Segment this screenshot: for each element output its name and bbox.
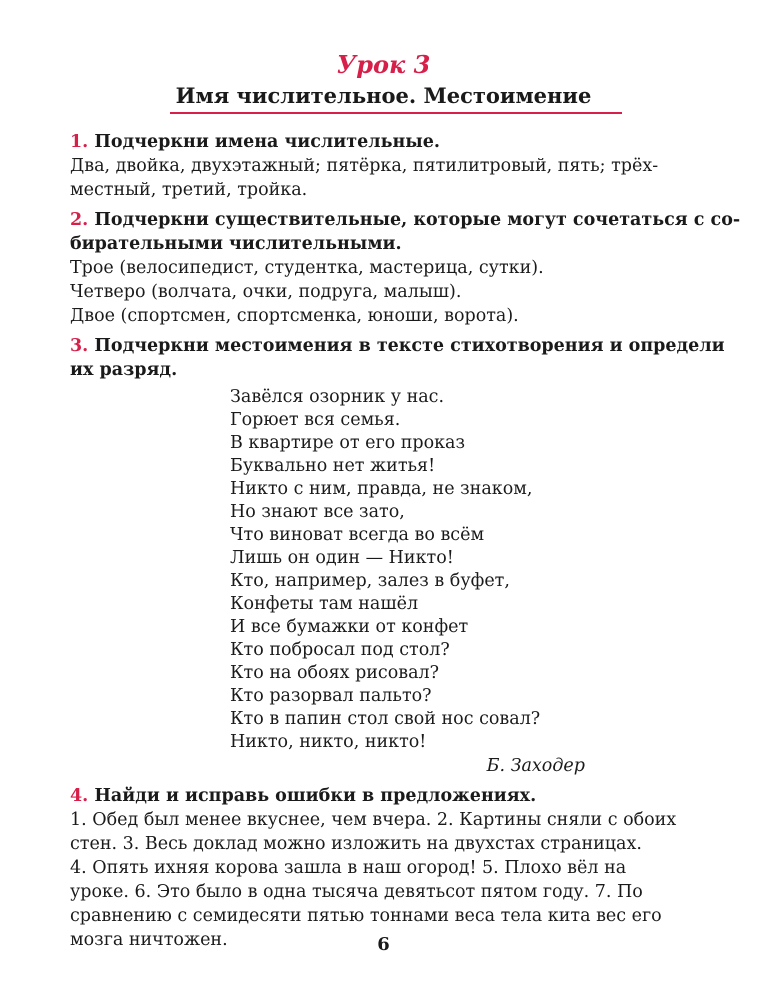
task-2-line: Четверо (волчата, очки, подруга, малыш).	[70, 282, 462, 302]
poem-line: Кто, например, залез в буфет,	[230, 571, 510, 591]
poem-line: Буквально нет житья!	[230, 456, 436, 476]
poem-author: Б. Заходер	[486, 756, 585, 776]
poem-line: Никто, никто, никто!	[230, 732, 427, 752]
task-4-number: 4.	[70, 786, 89, 806]
poem-line: Но знают все зато,	[230, 502, 405, 522]
task-3-heading	[70, 334, 725, 358]
task-1-instruction: Подчеркни имена числительные.	[94, 132, 441, 152]
task-2-instruction-cont: бирательными числительными.	[70, 234, 402, 254]
poem-line: В квартире от его проказ	[230, 433, 466, 453]
task-1-line: Два, двойка, двухэтажный; пятёрка, пятилитровый, пять; трёх-	[70, 156, 659, 176]
task-1	[70, 130, 700, 202]
poem-line: Конфеты там нашёл	[230, 594, 419, 614]
poem-line: Кто на обоях рисовал?	[230, 663, 440, 683]
task-4-line: мозга ничтожен.	[70, 930, 228, 950]
task-2-line: Двое (спортсмен, спортсменка, юноши, ворота).	[70, 306, 519, 326]
task-4-line: уроке. 6. Это было в одна тысяча девятьсот пятом году. 7. По	[70, 882, 643, 902]
task-3-instruction: Подчеркни местоимения в тексте стихотворения и определи	[94, 336, 725, 356]
task-4-heading	[70, 784, 700, 808]
poem-line: Никто с ним, правда, не знаком,	[230, 479, 533, 499]
task-4-line: стен. 3. Весь доклад можно изложить на двухстах страницах.	[70, 834, 642, 854]
poem-line: Завёлся озорник у нас.	[230, 387, 445, 407]
task-2-number: 2.	[70, 210, 89, 230]
task-2	[70, 208, 741, 328]
page-number: 6	[377, 934, 390, 955]
lesson-subtitle: Имя числительное. Местоимение	[175, 83, 592, 108]
task-2-heading	[70, 208, 741, 232]
task-4	[70, 784, 700, 952]
task-3-number: 3.	[70, 336, 89, 356]
poem	[70, 386, 700, 754]
task-3-instruction-cont: их разряд.	[70, 360, 178, 380]
task-4-line: 1. Обед был менее вкуснее, чем вчера. 2. Картины сняли с обоих	[70, 810, 677, 830]
task-4-line: 4. Опять ихняя корова зашла в наш огород! 5. Плохо вёл на	[70, 858, 627, 878]
poem-line: Горюет вся семья.	[230, 410, 401, 430]
poem-line: И все бумажки от конфет	[230, 617, 469, 637]
poem-line: Кто побросал под стол?	[230, 640, 450, 660]
poem-line: Что виноват всегда во всём	[230, 525, 485, 545]
task-4-line: сравнению с семидесяти пятью тоннами веса тела кита вес его	[70, 906, 662, 926]
poem-line: Кто в папин стол свой нос совал?	[230, 709, 541, 729]
task-1-heading	[70, 130, 700, 154]
title-divider	[170, 112, 622, 114]
poem-line: Кто разорвал пальто?	[230, 686, 432, 706]
task-2-instruction: Подчеркни существительные, которые могут сочетаться с со-	[94, 210, 741, 230]
task-3	[70, 334, 725, 778]
task-2-line: Трое (велосипедист, студентка, мастерица, сутки).	[70, 258, 544, 278]
page-body	[70, 124, 741, 952]
task-1-line: местный, третий, тройка.	[70, 180, 308, 200]
poem-line: Лишь он один — Никто!	[230, 548, 454, 568]
task-4-instruction: Найди и исправь ошибки в предложениях.	[94, 786, 537, 806]
task-1-number: 1.	[70, 132, 89, 152]
lesson-title: Урок 3	[336, 50, 431, 79]
